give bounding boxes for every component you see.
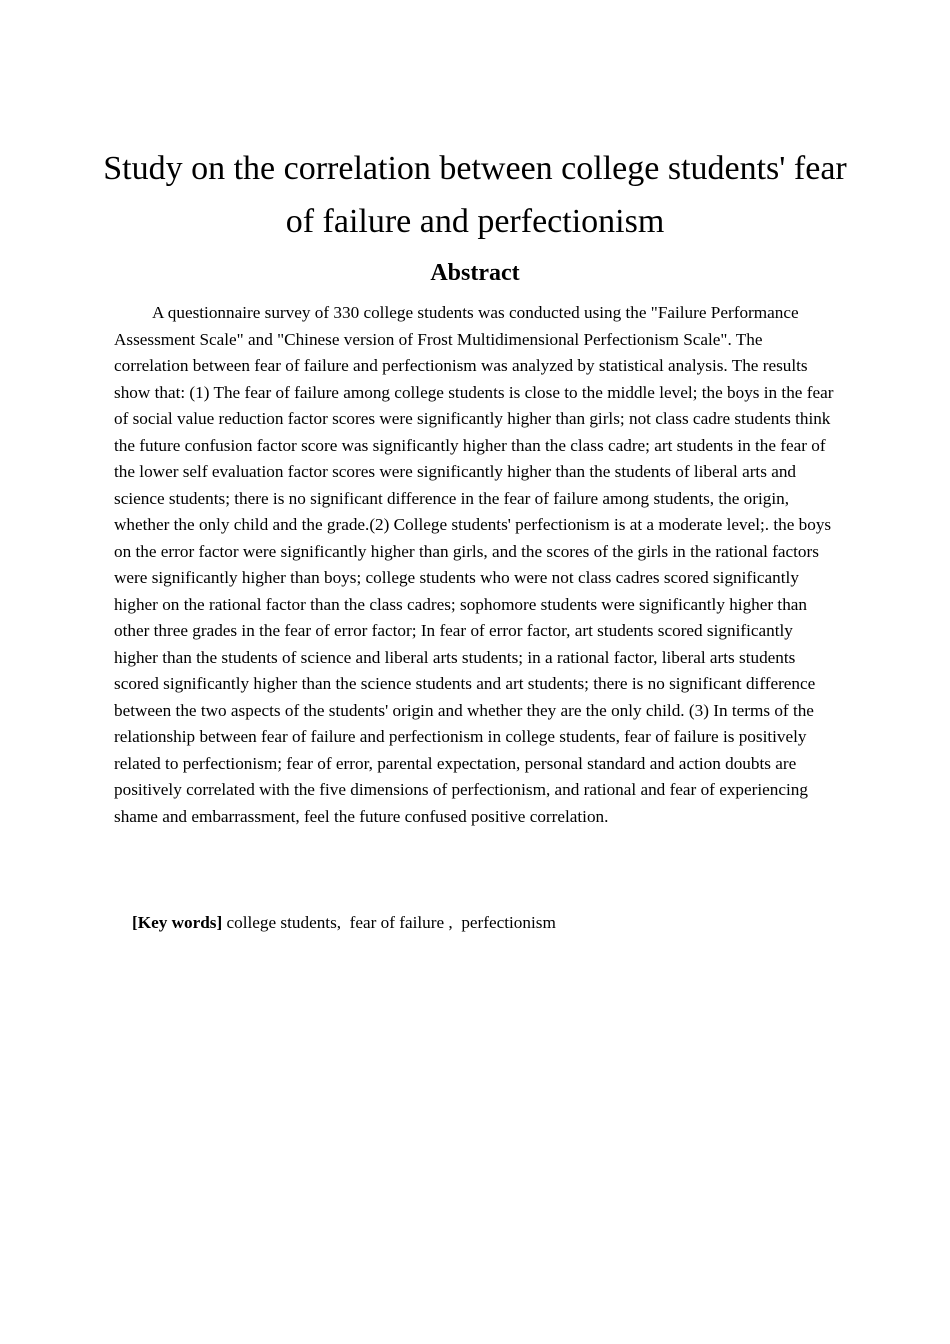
abstract-heading: Abstract: [430, 260, 520, 286]
keywords-text: college students, fear of failure , perfectionism: [222, 913, 556, 932]
keywords-line: [132, 910, 832, 937]
keywords-label: [Key words]: [132, 913, 223, 932]
paper-title: Study on the correlation between college students' fear of failure and perfectionism: [103, 150, 847, 240]
abstract-text: A questionnaire survey of 330 college students was conducted using the "Failure Performance Assessment Scale" and "Chinese version of Frost Multidimensional Perfectionism Scale". The correlation between fear of failure and perfectionism was analyzed by statistical analysis. The results show that: (1) The fear of failure among college students is close to the middle level; the boys in the fear of social value reduction factor scores were significantly higher than girls; not class cadre students think the future confusion factor score was significantly higher than the class cadre; art students in the fear of the lower self evaluation factor scores were significantly higher than the students of liberal arts and science students; there is no significant difference in the fear of failure among students, the origin, whether the only child and the grade.(2) College students' perfectionism is at a moderate level;. the boys on the error factor were significantly higher than girls, and the scores of the girls in the rational factors were significantly higher than boys; college students who were not class cadres scored significantly higher on the rational factor than the class cadres; sophomore students were significantly higher than other three grades in the fear of error factor; In fear of error factor, art students scored significantly higher than the students of science and liberal arts students; in a rational factor, liberal arts students scored significantly higher than the science students and art students; there is no significant difference between the two aspects of the students' origin and whether they are the only child. (3) In terms of the relationship between fear of failure and perfectionism in college students, fear of failure is positively related to perfectionism; fear of error, parental expectation, personal standard and action doubts are positively correlated with the five dimensions of perfectionism, and rational and fear of experiencing shame and embarrassment, feel the future confused positive correlation.: [114, 303, 834, 826]
